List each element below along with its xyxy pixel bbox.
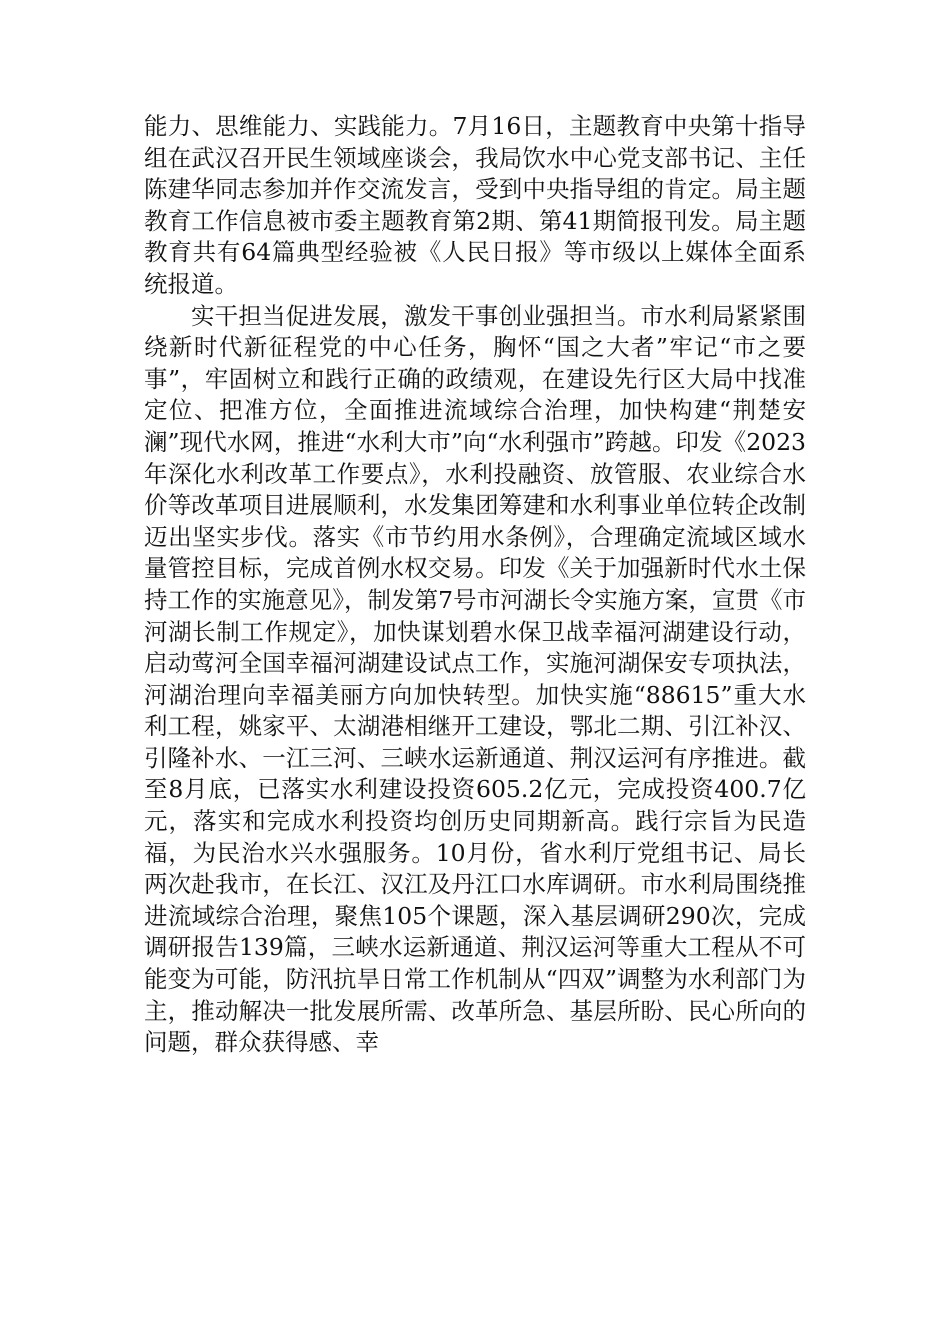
paragraph-2: 实干担当促进发展，激发干事创业强担当。市水利局紧紧围绕新时代新征程党的中心任务，胸怀“国之大者”牢记“市之要事”，牢固树立和践行正确的政绩观，在建设先行区大局中找准定位、把准方位，全面推进流域综合治理，加快构建“荆楚安澜”现代水网，推进“水利大市”向“水利强市”跨越。印发《2023年深化水利改革工作要点》，水利投融资、放管服、农业综合水价等改革项目进展顺利，水发集团筹建和水利事业单位转企改制迈出坚实步伐。落实《市节约用水条例》，合理确定流域区域水量管控目标，完成首例水权交易。印发《关于加强新时代水土保持工作的实施意见》，制发第7号市河湖长令实施方案，宣贯《市河湖长制工作规定》，加快谋划碧水保卫战幸福河湖建设行动，启动莺河全国幸福河湖建设试点工作，实施河湖保安专项执法，河湖治理向幸福美丽方向加快转型。加快实施“88615”重大水利工程，姚家平、太湖港相继开工建设，鄂北二期、引江补汉、引隆补水、一江三河、三峡水运新通道、荆汉运河有序推进。截至8月底，已落实水利建设投资605.2亿元，完成投资400.7亿元，落实和完成水利投资均创历史同期新高。践行宗旨为民造福，为民治水兴水强服务。10月份，省水利厅党组书记、局长两次赴我市，在长江、汉江及丹江口水库调研。市水利局围绕推进流域综合治理，聚焦105个课题，深入基层调研290次，完成调研报告139篇，三峡水运新通道、荆汉运河等重大工程从不可能变为可能，防汛抗旱日常工作机制从“四双”调整为水利部门为主，推动解决一批发展所需、改革所急、基层所盼、民心所向的问题，群众获得感、幸	[144, 301, 806, 1057]
paragraph-1: 能力、思维能力、实践能力。7月16日，主题教育中央第十指导组在武汉召开民生领域座谈会，我局饮水中心党支部书记、主任陈建华同志参加并作交流发言，受到中央指导组的肯定。局主题教育工作信息被市委主题教育第2期、第41期简报刊发。局主题教育共有64篇典型经验被《人民日报》等市级以上媒体全面系统报道。	[144, 112, 806, 298]
document-page	[144, 111, 806, 1059]
